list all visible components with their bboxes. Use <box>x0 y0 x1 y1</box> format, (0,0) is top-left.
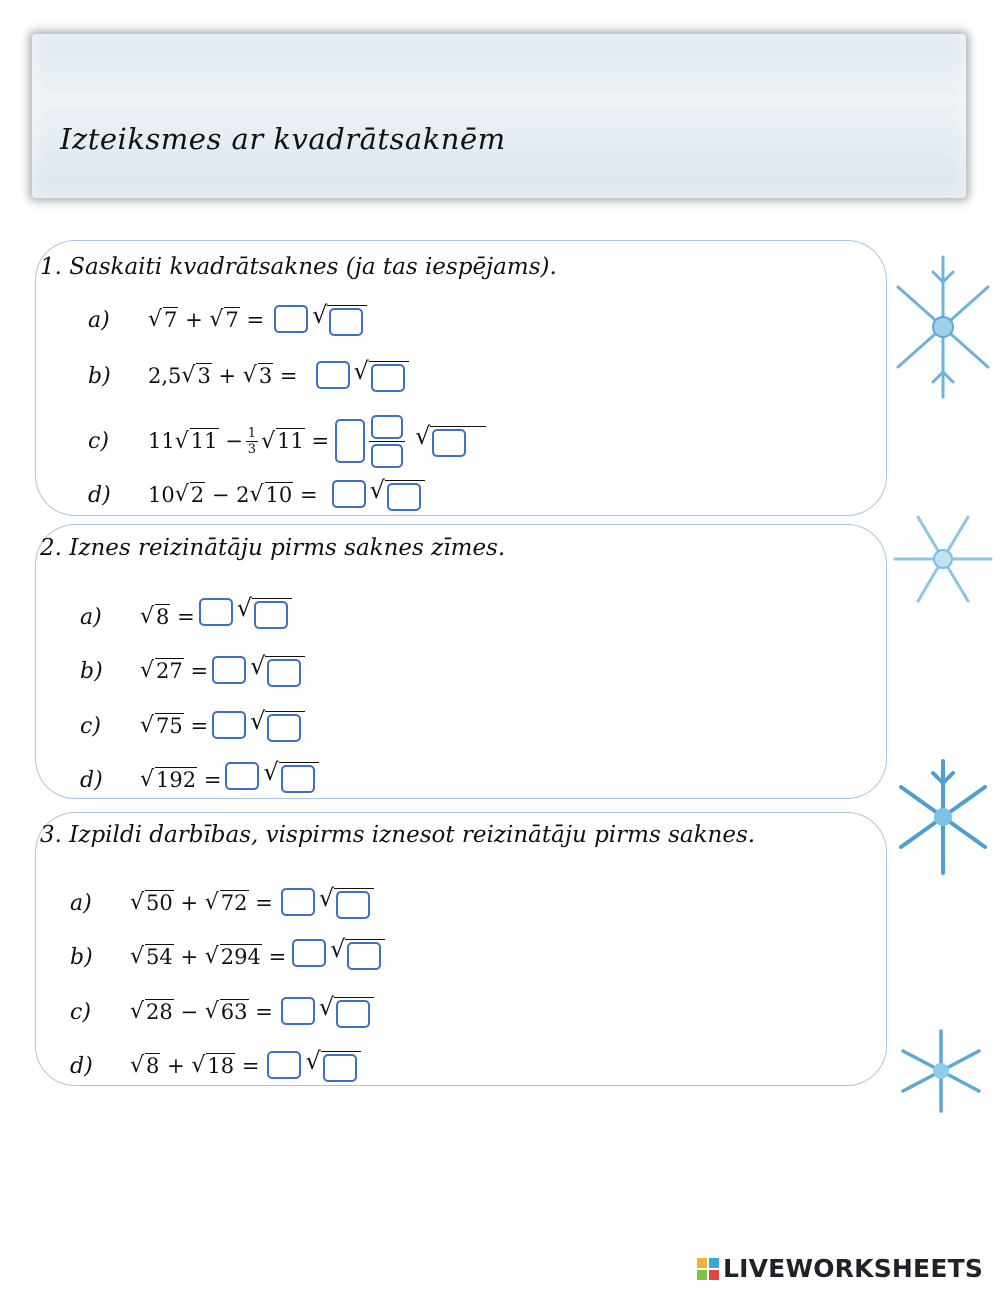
radicand-input[interactable] <box>336 891 370 919</box>
logo-cubes-icon <box>697 1258 719 1280</box>
coefficient-input[interactable] <box>281 997 315 1025</box>
coefficient-input[interactable] <box>199 598 233 626</box>
s1-d-answer: √ <box>332 480 425 511</box>
snowflake-icon <box>893 512 993 607</box>
s1-c-answer: √ <box>335 415 486 468</box>
coefficient-input[interactable] <box>212 656 246 684</box>
coefficient-input[interactable] <box>225 762 259 790</box>
radicand-input[interactable] <box>267 714 301 742</box>
s2-item-a <box>80 593 292 634</box>
s2-d-answer: √ <box>225 762 318 793</box>
item-label: b) <box>88 363 111 389</box>
s1-item-b <box>88 356 409 393</box>
coefficient-input[interactable] <box>281 888 315 916</box>
s2-item-c <box>80 706 305 743</box>
s3-d-answer: √ <box>267 1051 360 1082</box>
s3-d-expression: √ 8 + √ 18 = <box>130 1053 260 1079</box>
s3-c-answer: √ <box>281 997 374 1028</box>
s3-a-expression: √ 50 + √ 72 = <box>130 890 273 916</box>
s1-item-d <box>88 475 425 512</box>
item-label: a) <box>88 307 110 333</box>
coefficient-input[interactable] <box>212 711 246 739</box>
coefficient-input[interactable] <box>274 305 308 333</box>
s2-a-answer: √ <box>199 598 292 629</box>
radicand-input[interactable] <box>329 308 363 336</box>
s1-item-a <box>88 300 367 337</box>
radicand-input[interactable] <box>267 659 301 687</box>
s3-item-d <box>70 1046 361 1083</box>
snowflake-icon <box>897 757 989 877</box>
s2-item-d <box>80 757 319 797</box>
section-2-title: 2. Iznes reizinātāju pirms saknes zīmes. <box>40 535 506 561</box>
s3-b-answer: √ <box>292 939 385 970</box>
s1-d-expression: 10 √ 2 − 2 √ 10 = <box>148 482 318 508</box>
s1-item-c <box>88 414 486 468</box>
coefficient-input[interactable] <box>316 361 350 389</box>
s3-b-expression: √ 54 + √ 294 = <box>130 944 287 970</box>
radicand-input[interactable] <box>347 942 381 970</box>
numerator-input[interactable] <box>371 415 403 439</box>
s2-item-b <box>80 651 305 688</box>
s2-c-expression: √ 75 = <box>140 713 209 739</box>
s3-item-c <box>70 992 374 1029</box>
coefficient-input[interactable] <box>332 480 366 508</box>
brand-name: LIVEWORKSHEETS <box>723 1254 984 1283</box>
item-label: a) <box>80 604 102 630</box>
s2-a-expression: √ 8 = <box>140 604 195 630</box>
s3-item-b <box>70 934 385 974</box>
whole-number-input[interactable] <box>335 419 365 463</box>
s1-a-expression: √ 7 + √ 7 = <box>148 307 265 333</box>
liveworksheets-logo[interactable] <box>697 1254 983 1283</box>
coefficient-input[interactable] <box>292 939 326 967</box>
header-banner <box>32 34 966 198</box>
radicand-input[interactable] <box>254 601 288 629</box>
snowflake-icon <box>893 252 993 402</box>
page-title: Izteiksmes ar kvadrātsaknēm <box>60 122 506 156</box>
item-label: a) <box>70 890 92 916</box>
radicand-input[interactable] <box>371 364 405 392</box>
radicand-input[interactable] <box>387 483 421 511</box>
s2-b-answer: √ <box>212 656 305 687</box>
section-1-title: 1. Saskaiti kvadrātsaknes (ja tas iespējams). <box>40 254 557 280</box>
s1-a-answer: √ <box>274 305 367 336</box>
snowflake-icon <box>898 1027 984 1115</box>
radicand-input[interactable] <box>281 765 315 793</box>
s3-a-answer: √ <box>281 888 374 919</box>
item-label: d) <box>80 767 103 793</box>
radicand-input[interactable] <box>323 1054 357 1082</box>
coefficient-input[interactable] <box>267 1051 301 1079</box>
item-label: c) <box>80 713 101 739</box>
denominator-input[interactable] <box>371 444 403 468</box>
item-label: c) <box>88 428 109 454</box>
fraction-input <box>369 415 405 468</box>
radicand-input[interactable] <box>336 1000 370 1028</box>
s1-b-answer: √ <box>316 361 409 392</box>
item-label: d) <box>70 1053 93 1079</box>
item-label: d) <box>88 482 111 508</box>
s2-b-expression: √ 27 = <box>140 658 209 684</box>
item-label: c) <box>70 999 91 1025</box>
s2-c-answer: √ <box>212 711 305 742</box>
s1-b-expression: 2,5 √ 3 + √ 3 = <box>148 363 298 389</box>
s3-c-expression: √ 28 − √ 63 = <box>130 999 273 1025</box>
s3-item-a <box>70 883 374 920</box>
section-3-title: 3. Izpildi darbības, vispirms iznesot reizinātāju pirms saknes. <box>40 822 756 848</box>
item-label: b) <box>70 944 93 970</box>
s1-c-expression: 11 √ 11 − $\frac{1}{3}$ √ 11 = <box>148 425 330 457</box>
radicand-input[interactable] <box>432 429 466 457</box>
item-label: b) <box>80 658 103 684</box>
s2-d-expression: √ 192 = <box>140 767 222 793</box>
